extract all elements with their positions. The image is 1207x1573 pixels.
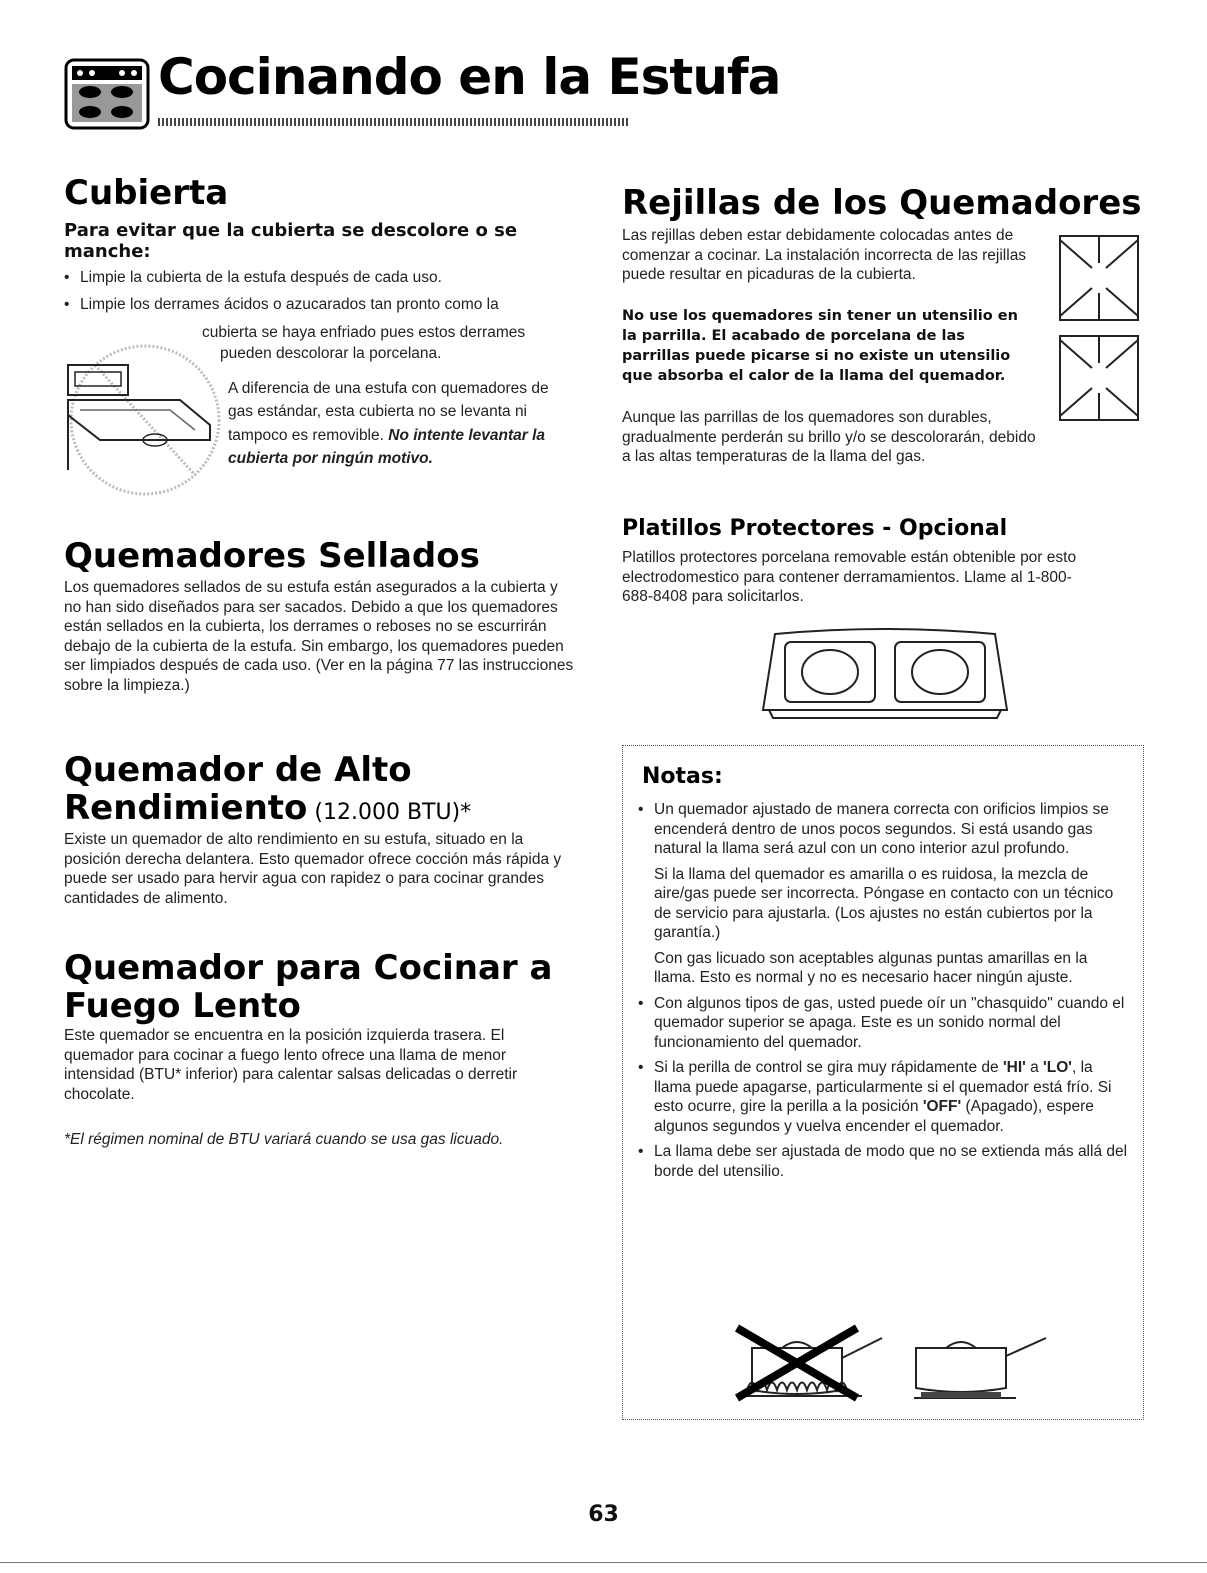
cubierta-bullet-2: • Limpie los derrames ácidos o azucarados tan pronto como la	[64, 295, 594, 315]
lento-heading-line1: Quemador para Cocinar a	[64, 948, 553, 988]
cubierta-bullets	[64, 268, 594, 314]
page-number: 63	[588, 1502, 619, 1527]
platillos-paragraph: Platillos protectores porcelana removable están obtenible por esto electrodomestico para contener derramamientos. Llame al 1-800-688-8408 para solicitarlos.	[622, 549, 1077, 605]
sellados-paragraph: Los quemadores sellados de su estufa están asegurados a la cubierta y no han sido diseñados para ser sacados. Debido a que los quemadores están sellados en la cubierta, los derrames o reboses no se escurrirán debajo de la cubierta de la estufa. Sin embargo, los quemadores pueden ser limpiados después de cada uso. (Ver en la página 77 las instrucciones sobre la limpieza.)	[64, 579, 574, 694]
cubierta-para-line4: cubierta por ningún motivo.	[228, 450, 433, 467]
alto-paragraph: Existe un quemador de alto rendimiento en su estufa, situado en la posición derecha delantera. Esto quemador ofrece cocción más rápida y puede ser usado para hervir agua con rapidez o para cocinar grandes cantidades de alimento.	[64, 831, 562, 907]
cubierta-para-line1: A diferencia de una estufa con quemadores de	[228, 380, 549, 397]
rejillas-warning: No use los quemadores sin tener un utensilio en la parrilla. El acabado de porcelana de las parrillas puede picarse si no existe un utensilio que absorba el calor de la llama del quemador.	[622, 308, 1018, 384]
no-lift-cooktop-illustration	[60, 340, 230, 500]
cubierta-para-line2: gas estándar, esta cubierta no se levanta ni	[228, 403, 528, 420]
cubierta-para-line3: tampoco es removible. No intente levantar la	[228, 427, 546, 444]
notas-bullet-2: • Con algunos tipos de gas, usted puede oír un "chasquido" cuando el quemador superior se apaga. Este es un sonido normal del funcionamiento del quemador.	[638, 994, 1128, 1053]
correct-flame-illustration	[906, 1318, 1056, 1408]
lento-paragraph: Este quemador se encuentra en la posición izquierda trasera. El quemador para cocinar a fuego lento ofrece una llama de menor intensidad (BTU* inferior) para calentar salsas delicadas o derretir chocolate.	[64, 1027, 518, 1103]
notas-bullet-4: • La llama debe ser ajustada de modo que no se extienda más allá del borde del utensilio.	[638, 1142, 1128, 1181]
notas-bullet-3: • Si la perilla de control se gira muy rápidamente de 'HI' a 'LO', la llama puede apagarse, particularmente si el quemador está frío. Si esto ocurre, gire la perilla a la posición 'OFF' (Apagado), espere algunos segundos y vuelva encender el quemador.	[638, 1058, 1128, 1136]
rejillas-heading: Rejillas de los Quemadores	[622, 183, 1142, 223]
burner-grate-illustration	[1052, 228, 1146, 428]
title-underline	[158, 118, 628, 126]
bottom-rule	[0, 1562, 1207, 1563]
notas-heading: Notas:	[642, 764, 723, 789]
alto-heading-line1: Quemador de Alto	[64, 750, 412, 790]
page-title: Cocinando en la Estufa	[158, 48, 781, 106]
lento-footnote: *El régimen nominal de BTU variará cuando se usa gas licuado.	[64, 1131, 504, 1148]
drip-pan-illustration	[755, 620, 1015, 720]
cooktop-icon	[64, 58, 150, 130]
incorrect-flame-illustration	[722, 1318, 892, 1408]
rejillas-paragraph-1: Las rejillas deben estar debidamente colocadas antes de comenzar a cocinar. La instalación incorrecta de las rejillas puede resultar en picaduras de la cubierta.	[622, 227, 1027, 283]
notas-list	[638, 800, 1128, 1181]
cubierta-bullet-1: • Limpie la cubierta de la estufa después de cada uso.	[64, 268, 594, 288]
cubierta-bullet-2-line3: pueden descolorar la porcelana.	[220, 345, 442, 362]
alto-heading-line2: Rendimiento (12.000 BTU)*	[64, 788, 472, 828]
cubierta-heading: Cubierta	[64, 173, 229, 213]
notas-bullet-1: • Un quemador ajustado de manera correcta con orificios limpios se encenderá dentro de unos pocos segundos. Si está usando gas natural la llama será azul con un cono interior azul profundo. Si la llama del quemador es amarilla o es ruidosa, la mezcla de aire/gas puede ser incorrecta. Póngase en contacto con un técnico de servicio para ajustarla. (Los ajustes no están cubiertos por la garantía.) Con gas licuado son aceptables algunas puntas amarillas en la llama. Esto es normal y no es necesario hacer ningún ajuste.	[638, 800, 1128, 988]
cubierta-subheading: Para evitar que la cubierta se descolore o se manche:	[64, 220, 518, 262]
rejillas-paragraph-3: Aunque las parrillas de los quemadores son durables, gradualmente perderán su brillo y/o se descolorarán, debido a las altas temperaturas de la llama del gas.	[622, 409, 1036, 465]
sellados-heading: Quemadores Sellados	[64, 536, 480, 576]
cubierta-bullet-2-line2: cubierta se haya enfriado pues estos derrames	[202, 324, 526, 341]
lento-heading-line2: Fuego Lento	[64, 986, 301, 1026]
platillos-heading: Platillos Protectores - Opcional	[622, 516, 1008, 541]
